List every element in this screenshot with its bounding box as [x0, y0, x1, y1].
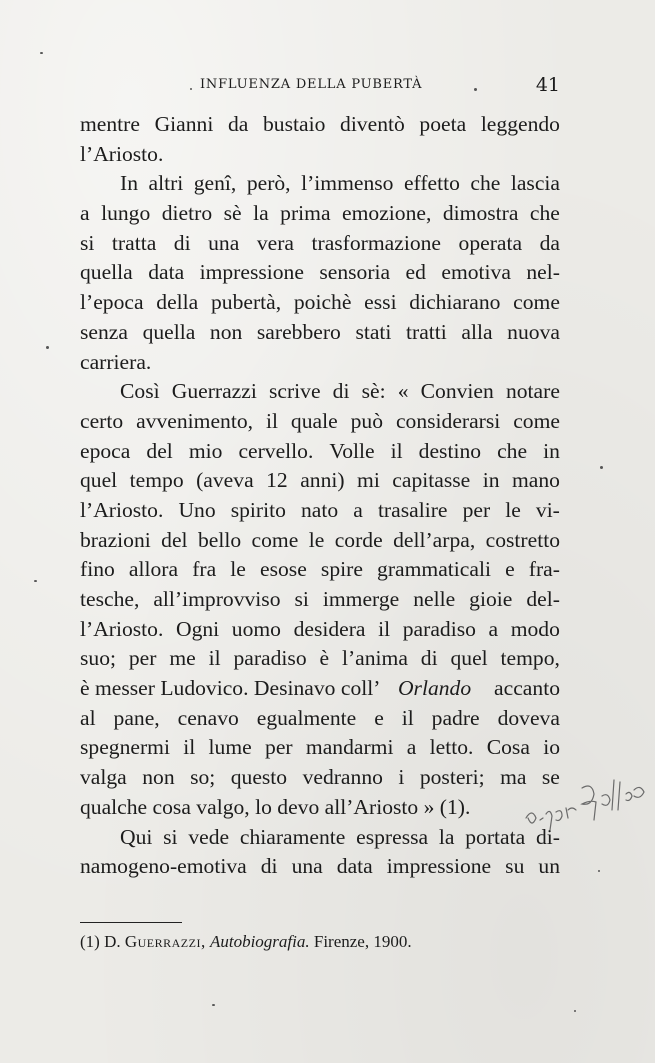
word: si — [163, 824, 178, 849]
word: essi — [364, 290, 397, 315]
word: capitasse — [392, 468, 471, 493]
word: le — [230, 557, 246, 582]
word: da — [227, 112, 249, 136]
word: operata — [458, 230, 523, 255]
word: emotiva — [441, 260, 511, 285]
word: poichè — [293, 290, 352, 315]
word: namogeno-emotiva — [80, 854, 247, 879]
print-speck — [474, 88, 477, 91]
work-title-orlando: Orlando — [397, 676, 472, 701]
word: quel — [450, 646, 488, 671]
word: dimostra — [442, 201, 519, 226]
body-text — [80, 110, 560, 882]
word: uomo — [231, 616, 281, 641]
word: tratti — [406, 319, 447, 344]
word: doveva — [497, 705, 560, 730]
text-line — [80, 110, 560, 140]
text-line — [80, 407, 560, 437]
word: posteri; — [419, 765, 485, 790]
word: egualmente — [256, 705, 357, 730]
text-line — [80, 318, 560, 348]
word: vedranno — [302, 765, 383, 790]
word: vi- — [535, 497, 560, 522]
print-speck — [600, 466, 603, 469]
text-line — [80, 526, 560, 556]
word: quella — [80, 260, 133, 285]
word: nelle — [413, 587, 456, 611]
text-line — [80, 199, 560, 229]
word: del- — [526, 587, 560, 611]
word: Ogni — [175, 616, 220, 641]
word: se — [541, 765, 560, 790]
footnote-author: Guerrazzi, — [124, 932, 206, 951]
text-line — [80, 555, 560, 585]
word: lascia — [510, 171, 560, 196]
word: esose — [260, 557, 307, 582]
footnote-marker: (1) — [80, 932, 100, 951]
word: fra — [192, 557, 217, 582]
text-line — [80, 852, 560, 882]
word: tempo, — [500, 646, 560, 671]
word: destino — [418, 438, 482, 463]
handwritten-note-icon — [522, 768, 655, 838]
word: 12 — [266, 468, 288, 493]
word: dietro — [161, 201, 213, 226]
print-speck — [190, 88, 192, 90]
line-end: accanto — [488, 676, 560, 701]
word: avvenimento, — [136, 408, 254, 433]
word: la — [438, 824, 455, 849]
word: che — [529, 201, 560, 226]
word: spire — [320, 557, 363, 582]
word: quella — [142, 319, 196, 344]
text-line — [80, 823, 560, 853]
word: la — [253, 201, 269, 226]
word: pubertà, — [210, 290, 282, 315]
word: del — [161, 527, 188, 552]
word: « — [397, 379, 409, 404]
word: a — [488, 616, 499, 641]
word: ma — [500, 765, 527, 790]
word: pane, — [113, 705, 160, 730]
word: sè: — [361, 379, 386, 404]
word: su — [505, 854, 525, 879]
word: si — [294, 587, 309, 611]
word: data — [336, 854, 373, 879]
word: a — [353, 497, 363, 522]
word: tratta — [111, 230, 157, 255]
text-line — [80, 793, 560, 823]
text-line — [80, 733, 560, 763]
word: immerge — [322, 587, 400, 611]
word: come — [513, 408, 560, 433]
print-speck — [40, 52, 43, 54]
line-text: carriera. — [80, 349, 152, 374]
text-line — [80, 229, 560, 259]
word: il — [265, 408, 278, 433]
text-line — [80, 615, 560, 645]
word: sensoria — [319, 260, 391, 285]
word: Cosa — [486, 735, 530, 760]
word: In — [120, 171, 138, 196]
word: da — [539, 230, 560, 255]
word: di- — [535, 824, 560, 849]
running-head: INFLUENZA DELLA PUBERTÀ — [200, 77, 423, 92]
word: diventò — [340, 112, 405, 136]
word: genî, — [193, 171, 237, 196]
text-line — [80, 288, 560, 318]
word: che — [497, 438, 528, 463]
word: Guerrazzi — [171, 379, 257, 404]
word: di — [260, 854, 278, 879]
print-speck — [574, 1010, 576, 1012]
word: impressione — [386, 854, 492, 879]
footnote — [80, 932, 560, 952]
word: il — [401, 705, 414, 730]
word: in — [482, 468, 500, 493]
text-line — [80, 763, 560, 793]
word: portata — [465, 824, 526, 849]
page-header — [200, 74, 560, 98]
word: non — [142, 765, 175, 790]
word: per — [128, 646, 157, 671]
word: gioie — [469, 587, 513, 611]
word: il — [208, 646, 221, 671]
word: leggendo — [480, 112, 560, 136]
word: data — [148, 260, 185, 285]
word: sarebbero — [256, 319, 341, 344]
print-speck — [34, 580, 37, 582]
word: fra- — [528, 557, 560, 582]
word: scrive — [268, 379, 321, 404]
word: un — [538, 854, 560, 879]
word: nato — [301, 497, 339, 522]
word: (aveva — [196, 468, 254, 493]
word: bustaio — [263, 112, 326, 136]
word: vera — [256, 230, 294, 255]
word: anni) — [300, 468, 345, 493]
word: fino — [80, 557, 115, 582]
word: allora — [128, 557, 179, 582]
word: padre — [431, 705, 480, 730]
word: poeta — [419, 112, 467, 136]
line-text: qualche cosa valgo, lo devo all’Ariosto » (1). — [80, 794, 471, 819]
word: lume — [208, 735, 252, 760]
word: epoca — [80, 438, 131, 463]
word: costretto — [485, 527, 560, 552]
word: che — [470, 171, 501, 196]
word: bello — [197, 527, 242, 552]
word: una — [291, 854, 323, 879]
word: mi — [357, 468, 380, 493]
word: senza — [80, 319, 128, 344]
word: il — [390, 438, 403, 463]
word: Uno — [178, 497, 216, 522]
text-line — [80, 704, 560, 734]
word: della — [156, 290, 199, 315]
word: paradiso — [233, 646, 307, 671]
line-start: è messer Ludovico. Desinavo coll’ — [80, 676, 381, 701]
word: certo — [80, 408, 124, 433]
word: di — [420, 646, 438, 671]
word: Gianni — [154, 112, 214, 136]
word: effetto — [403, 171, 460, 196]
word: al — [80, 705, 96, 730]
word: l’Ariosto. — [80, 616, 164, 641]
text-line — [80, 258, 560, 288]
word: le — [505, 497, 521, 522]
word: stati — [355, 319, 392, 344]
word: quel — [80, 468, 118, 493]
word: tempo — [129, 468, 184, 493]
footnote-initial: D. — [104, 932, 121, 951]
footnote-work: Autobiografia. — [209, 932, 310, 951]
word: l’anima — [341, 646, 408, 671]
word: dichiarano — [409, 290, 501, 315]
text-line-with-title — [80, 674, 560, 704]
word: alla — [461, 319, 493, 344]
word: considerarsi — [395, 408, 501, 433]
word: mano — [511, 468, 560, 493]
word: del — [146, 438, 173, 463]
word: per — [265, 735, 293, 760]
word: cenavo — [177, 705, 239, 730]
word: io — [543, 735, 560, 760]
word: me — [169, 646, 196, 671]
word: nuova — [507, 319, 560, 344]
word: ed — [405, 260, 426, 285]
word: Convien — [420, 379, 494, 404]
print-speck — [46, 346, 49, 349]
word: i — [398, 765, 405, 790]
word: e — [505, 557, 515, 582]
text-line — [80, 466, 560, 496]
word: chiaramente — [239, 824, 346, 849]
text-line — [80, 585, 560, 615]
text-line — [80, 496, 560, 526]
word: l’epoca — [80, 290, 144, 315]
word: di — [332, 379, 350, 404]
word: modo — [510, 616, 560, 641]
word: mentre — [80, 112, 140, 136]
word: desidera — [293, 616, 366, 641]
word: di — [173, 230, 191, 255]
word: il — [378, 616, 391, 641]
word: il — [183, 735, 196, 760]
text-line — [80, 437, 560, 467]
word: prima — [280, 201, 331, 226]
word: brazioni — [80, 527, 151, 552]
word: sè — [223, 201, 242, 226]
print-speck — [212, 1004, 215, 1006]
word: dell’arpa, — [393, 527, 476, 552]
word: è — [319, 646, 330, 671]
word: mandarmi — [305, 735, 394, 760]
word: grammaticali — [377, 557, 491, 582]
word: quale — [290, 408, 338, 433]
word: può — [350, 408, 383, 433]
word: trasformazione — [311, 230, 441, 255]
word: emozione, — [342, 201, 432, 226]
word: lungo — [101, 201, 151, 226]
page-number: 41 — [535, 74, 560, 96]
print-speck — [598, 870, 600, 872]
word: tesche, — [80, 587, 140, 611]
word: vede — [188, 824, 230, 849]
word: si — [80, 230, 95, 255]
word: in — [543, 438, 560, 463]
word: so; — [190, 765, 216, 790]
word: però, — [246, 171, 291, 196]
footnote-place-year: Firenze, 1900. — [313, 932, 412, 951]
word: valga — [80, 765, 127, 790]
word: per — [462, 497, 491, 522]
word: spegnermi — [80, 735, 170, 760]
word: a — [80, 201, 90, 226]
word: come — [251, 527, 299, 552]
word: non — [209, 319, 243, 344]
word: corde — [334, 527, 383, 552]
word: notare — [505, 379, 560, 404]
word: e — [374, 705, 384, 730]
word: questo — [230, 765, 288, 790]
word: come — [513, 290, 560, 315]
text-line — [80, 169, 560, 199]
footnote-rule — [80, 922, 182, 923]
word: cervello. — [238, 438, 314, 463]
word: l’Ariosto. — [80, 497, 164, 522]
text-line — [80, 140, 560, 170]
word: nel- — [526, 260, 560, 285]
word: Così — [120, 379, 160, 404]
word: trasalire — [377, 497, 448, 522]
word: all’improvviso — [153, 587, 281, 611]
word: letto. — [429, 735, 474, 760]
text-line — [80, 644, 560, 674]
handwritten-annotation — [522, 768, 655, 838]
word: le — [308, 527, 325, 552]
word: paradiso — [402, 616, 476, 641]
word: a — [406, 735, 417, 760]
word: spirito — [230, 497, 286, 522]
word: impressione — [199, 260, 304, 285]
word: altri — [148, 171, 184, 196]
line-text: l’Ariosto. — [80, 141, 164, 166]
text-line — [80, 377, 560, 407]
word: Volle — [329, 438, 375, 463]
word: l’immenso — [301, 171, 394, 196]
word: Qui — [120, 824, 153, 849]
word: mio — [188, 438, 223, 463]
word: espressa — [356, 824, 429, 849]
word: suo; — [80, 646, 116, 671]
text-line — [80, 348, 560, 378]
word: una — [208, 230, 240, 255]
